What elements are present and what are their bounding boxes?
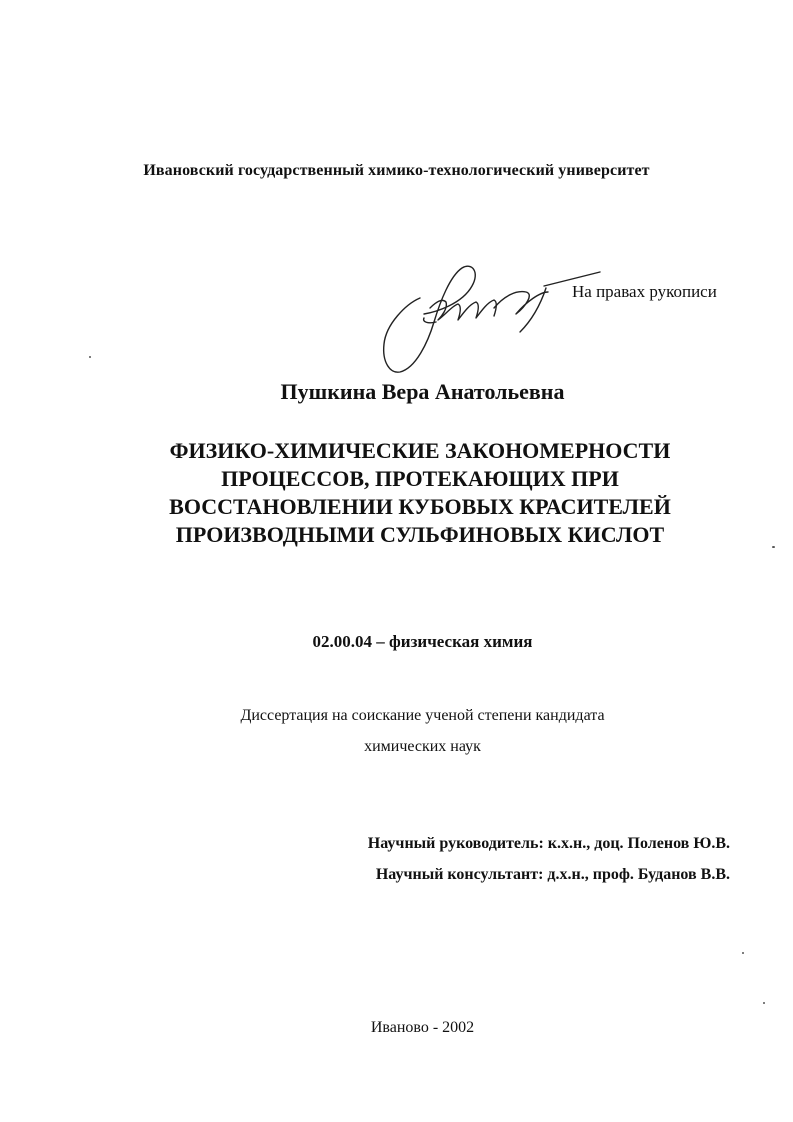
title-line-2: ПРОЦЕССОВ, ПРОТЕКАЮЩИХ ПРИ bbox=[221, 466, 619, 491]
scientific-consultant: Научный консультант: д.х.н., проф. Буданов В.В. bbox=[375, 866, 730, 883]
scan-speck bbox=[89, 356, 91, 358]
manuscript-rights-note: На правах рукописи bbox=[572, 282, 717, 301]
specialty-code: 02.00.04 – физическая химия bbox=[312, 632, 533, 651]
university-name: Ивановский государственный химико-технологический университет bbox=[143, 162, 650, 179]
city-year: Иваново - 2002 bbox=[370, 1019, 475, 1036]
scan-speck bbox=[742, 952, 744, 954]
handwritten-signature bbox=[376, 262, 608, 380]
author-name: Пушкина Вера Анатольевна bbox=[280, 379, 565, 404]
scan-speck bbox=[763, 1002, 765, 1004]
dissertation-description bbox=[0, 700, 793, 762]
title-line-3: ВОССТАНОВЛЕНИИ КУБОВЫХ КРАСИТЕЛЕЙ bbox=[169, 494, 671, 519]
title-line-1: ФИЗИКО-ХИМИЧЕСКИЕ ЗАКОНОМЕРНОСТИ bbox=[169, 438, 671, 463]
scientific-supervisor: Научный руководитель: к.х.н., доц. Поленов Ю.В. bbox=[367, 835, 730, 852]
advisors-block bbox=[368, 828, 730, 890]
scan-speck bbox=[772, 546, 775, 548]
dissertation-title bbox=[100, 437, 740, 549]
dissertation-line-2: химических наук bbox=[364, 738, 481, 755]
dissertation-line-1: Диссертация на соискание ученой степени кандидата bbox=[240, 707, 605, 724]
title-line-4: ПРОИЗВОДНЫМИ СУЛЬФИНОВЫХ КИСЛОТ bbox=[175, 522, 665, 547]
